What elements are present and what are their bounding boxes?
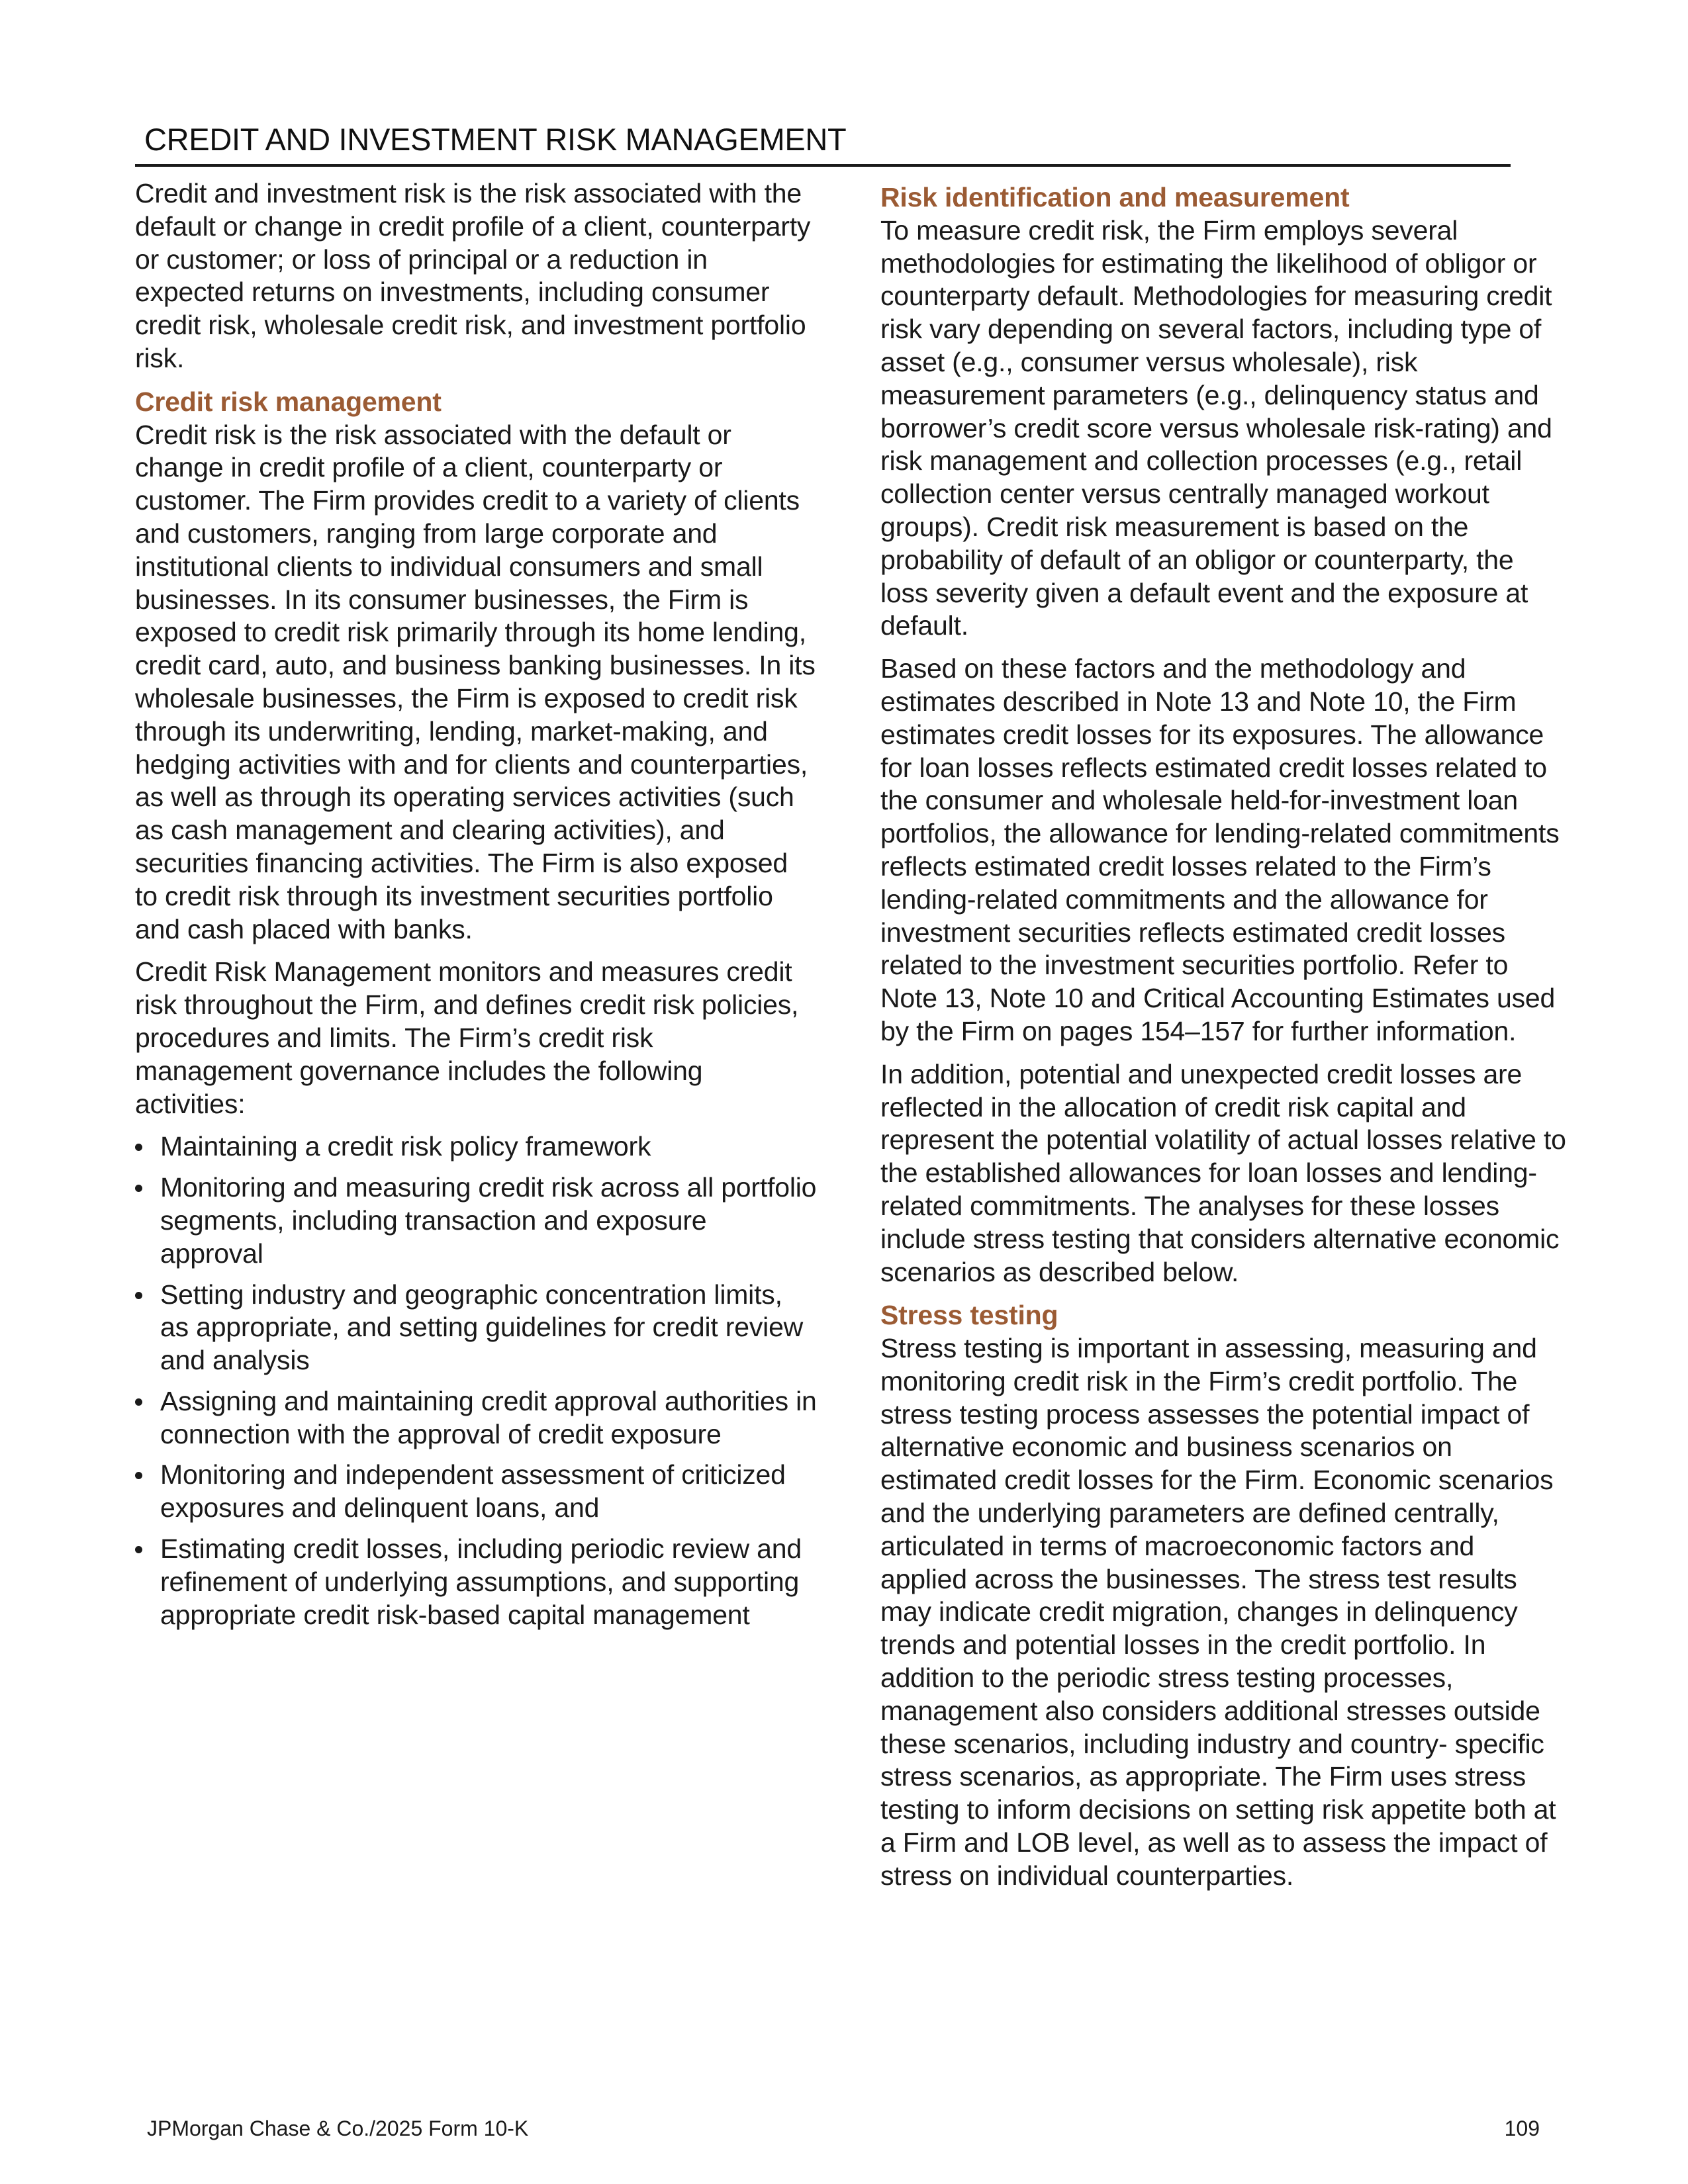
page-number: 109: [1504, 2116, 1540, 2140]
list-item: Estimating credit losses, including periodic review and refinement of underlying assumptions, and supporting appropriate credit risk-based capital management: [135, 1533, 817, 1631]
list-item: Maintaining a credit risk policy framework: [135, 1130, 817, 1163]
governance-activities-list: [135, 1130, 817, 1631]
bullet-icon: [135, 1472, 142, 1479]
right-column: [880, 177, 1566, 1903]
intro-paragraph: Credit and investment risk is the risk associated with the default or change in credit profile of a client, counterparty or customer; or loss of principal or a reduction in expected returns on investments, including consumer credit risk, wholesale credit risk, and investment portfolio risk.: [135, 178, 811, 373]
stress-testing-paragraph: Stress testing is important in assessing, measuring and monitoring credit risk in the Firm’s credit portfolio. The stress testing process assesses the potential impact of alternative economic and business scenarios on estimated credit losses for the Firm. Economic scenarios and the underlying parameters are defined centrally, articulated in terms of macroeconomic factors and applied across the businesses. The stress test results may indicate credit migration, changes in delinquency trends and potential losses in the credit portfolio. In addition to the periodic stress testing processes, management also considers additional stresses outside these scenarios, including industry and country- specific stress scenarios, as appropriate. The Firm uses stress testing to inform decisions on setting risk appetite both at a Firm and LOB level, as well as to assess the impact of stress on individual counterparties.: [880, 1333, 1556, 1891]
page-header: [135, 118, 1511, 167]
credit-risk-paragraph: Credit risk is the risk associated with the default or change in credit profile of a client, counterparty or customer. The Firm provides credit to a variety of clients and customers, ranging from large corporate and institutional clients to individual consumers and small businesses. In its consumer businesses, the Firm is exposed to credit risk primarily through its home lending, credit card, auto, and business banking businesses. In its wholesale businesses, the Firm is exposed to credit risk through its underwriting, lending, market-making, and hedging activities with and for clients and counterparties, as well as through its operating services activities (such as cash management and clearing activities), and securities financing activities. The Firm is also exposed to credit risk through its investment securities portfolio and cash placed with banks.: [135, 419, 816, 944]
section-title: CREDIT AND INVESTMENT RISK MANAGEMENT: [144, 122, 847, 157]
footer-source: JPMorgan Chase & Co./2025 Form 10-K: [147, 2116, 529, 2140]
bullet-icon: [135, 1144, 142, 1151]
list-item: Setting industry and geographic concentration limits, as appropriate, and setting guidelines for credit review and analysis: [135, 1279, 817, 1377]
bullet-icon: [135, 1546, 142, 1553]
left-column: [135, 177, 817, 1639]
unexpected-losses-paragraph: In addition, potential and unexpected credit losses are reflected in the allocation of credit risk capital and represent the potential volatility of actual losses relative to the established allowances for loan losses and lending-related commitments. The analyses for these losses include stress testing that considers alternative economic scenarios as described below.: [880, 1058, 1566, 1287]
bullet-icon: [135, 1398, 142, 1406]
credit-risk-management-heading: Credit risk management: [135, 386, 442, 417]
list-item: Monitoring and measuring credit risk across all portfolio segments, including transaction and exposure approval: [135, 1171, 817, 1270]
risk-identification-heading: Risk identification and measurement: [880, 182, 1350, 212]
credit-risk-management-paragraph: Credit Risk Management monitors and measures credit risk throughout the Firm, and defines credit risk policies, procedures and limits. The Firm’s credit risk management governance includes the following activities:: [135, 956, 799, 1119]
list-item: Monitoring and independent assessment of criticized exposures and delinquent loans, and: [135, 1459, 817, 1525]
stress-testing-heading: Stress testing: [880, 1300, 1058, 1331]
page-footer: [147, 2115, 1540, 2142]
risk-identification-paragraph: To measure credit risk, the Firm employs several methodologies for estimating the likelihood of obligor or counterparty default. Methodologies for measuring credit risk vary depending on several factors, including type of asset (e.g., consumer versus wholesale), risk measurement parameters (e.g., delinquency status and borrower’s credit score versus wholesale risk-rating) and risk management and collection processes (e.g., retail collection center versus centrally managed workout groups). Credit risk measurement is based on the probability of default of an obligor or counterparty, the loss severity given a default event and the exposure at default.: [880, 214, 1552, 641]
list-item: Assigning and maintaining credit approval authorities in connection with the approval of credit exposure: [135, 1385, 817, 1451]
bullet-icon: [135, 1292, 142, 1299]
estimates-paragraph: Based on these factors and the methodology and estimates described in Note 13 and Note 10, the Firm estimates credit losses for its exposures. The allowance for loan losses reflects estimated credit losses related to the consumer and wholesale held-for-investment loan portfolios, the allowance for lending-related commitments reflects estimated credit losses related to the Firm’s lending-related commitments and the allowance for investment securities reflects estimated credit losses related to the investment securities portfolio. Refer to Note 13, Note 10 and Critical Accounting Estimates used by the Firm on pages 154–157 for further information.: [880, 653, 1560, 1046]
bullet-icon: [135, 1185, 142, 1192]
